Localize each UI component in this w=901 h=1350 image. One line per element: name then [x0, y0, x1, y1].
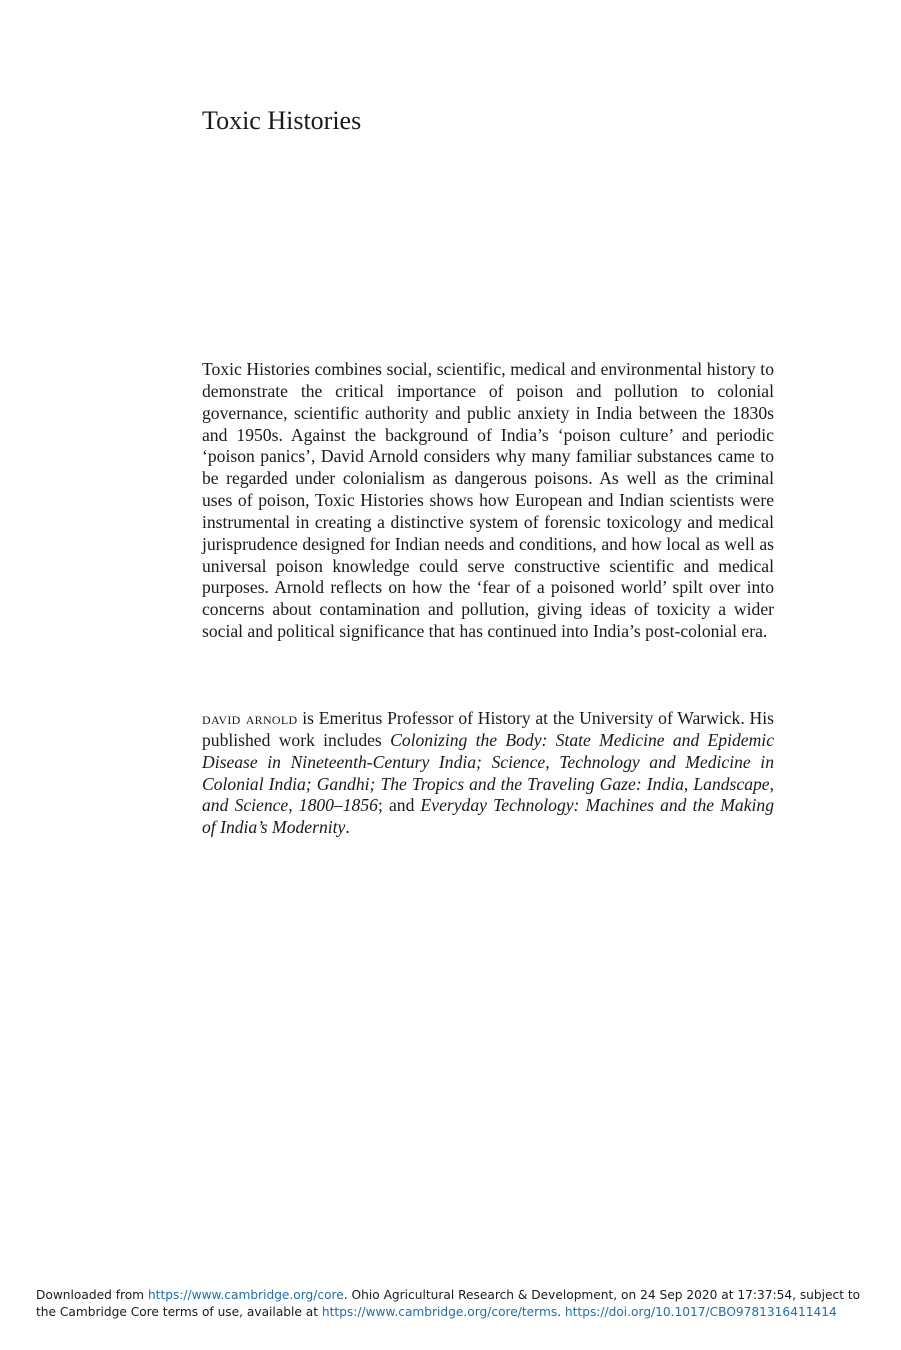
bio-intro-text: is Emeritus Professor of History at the University of Warwick. His published work includes [202, 708, 774, 750]
bio-connector-text: ; and [377, 795, 421, 816]
bio-last-work: Everyday Technology: Machines and the Making of India’s Modernity [202, 795, 774, 838]
book-description: Toxic Histories combines social, scientific, medical and environmental history to demonstrate the critical importance of poison and pollution to colonial governance, scientific authority and public anxiety in India between the 1830s and 1950s. Against the background of India’s ‘poison culture’ and periodic ‘poison panics’, David Arnold considers why many familiar substances came to be regarded under colonialism as dangerous poisons. As well as the criminal uses of poison, Toxic Histories shows how European and Indian scientists were instrumental in creating a distinctive system of forensic toxicology and medical jurisprudence designed for Indian needs and conditions, and how local as well as universal poison knowledge could serve constructive scientific and medical purposes. Arnold reflects on how the ‘fear of a poisoned world’ spilt over into concerns about contamination and pollution, giving ideas of toxicity a wider social and political significance that has continued into India’s post-colonial era. [202, 359, 774, 642]
cambridge-core-link[interactable]: https://www.cambridge.org/core [147, 1288, 344, 1302]
footer-prefix: Downloaded from [36, 1288, 148, 1302]
author-name: david arnold [202, 708, 298, 728]
doi-link[interactable]: https://doi.org/10.1017/CBO9781316411414 [564, 1304, 837, 1319]
page-title: Toxic Histories [202, 106, 362, 135]
download-footer [36, 1287, 876, 1320]
bio-works-list: Colonizing the Body: State Medicine and Epidemic Disease in Nineteenth-Century India; Science, Technology and Medicine in Colonial India; Gandhi; The Tropics and the Traveling Gaze: India, Landscape, and Science, 1800–1856 [202, 729, 774, 816]
footer-separator: . [557, 1304, 565, 1319]
bio-ending: . [345, 817, 350, 838]
terms-link[interactable]: https://www.cambridge.org/core/terms [321, 1304, 558, 1319]
author-bio [202, 708, 774, 839]
footer-middle-text: . Ohio Agricultural Research & Development, on 24 Sep 2020 at 17:37:54, subject to the Cambridge Core terms of use, available at [36, 1288, 861, 1319]
